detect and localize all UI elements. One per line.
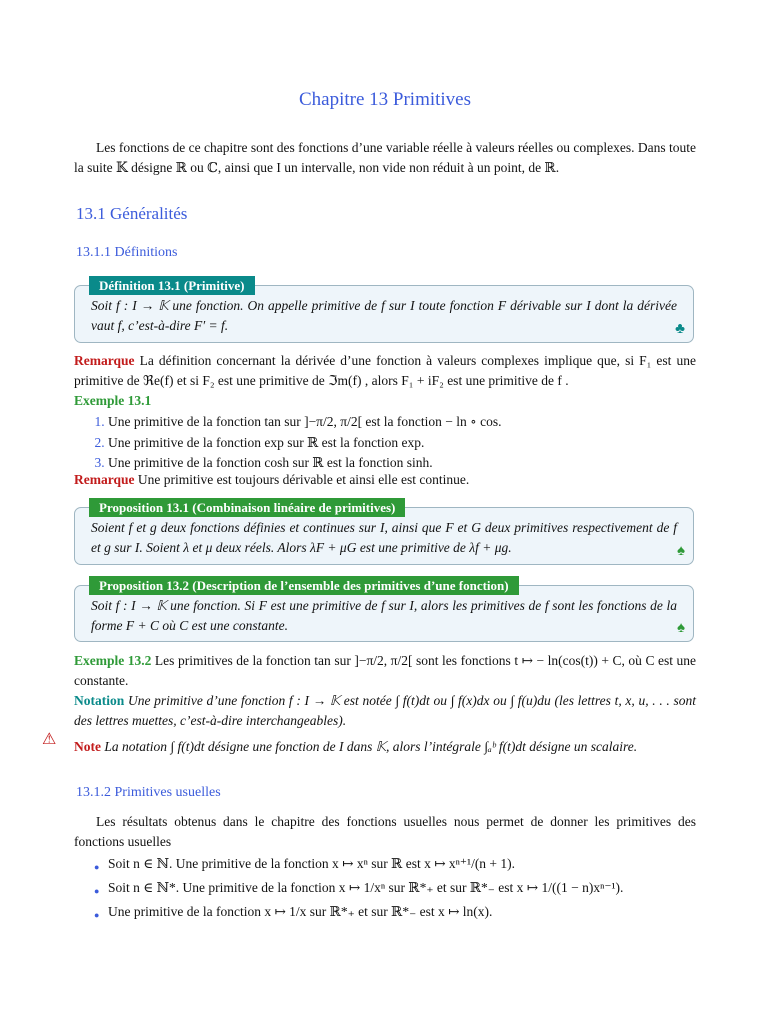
spade-icon: ♠: [677, 543, 685, 559]
remark-1-label: Remarque: [74, 353, 135, 368]
example-1-list: [74, 411, 696, 473]
remark-1-text: La définition concernant la dérivée d’une fonction à valeurs complexes implique que, si F₁ est une primitive de ℜe(f) et si F₂ est une primitive de ℑm(f) , alors F₁ + iF₂ est une primitive de f .: [74, 353, 696, 388]
list-item: 3. Une primitive de la fonction cosh sur ℝ est la fonction sinh.: [108, 453, 696, 473]
example-2-label: Exemple 13.2: [74, 653, 152, 668]
notation-label: Notation: [74, 693, 125, 708]
proposition-1-tag: Proposition 13.1 (Combinaison linéaire de primitives): [89, 498, 405, 517]
remark-1: [74, 351, 696, 391]
subsection-heading-definitions: 13.1.1 Définitions: [76, 245, 178, 260]
remark-2-label: Remarque: [74, 472, 135, 487]
notation: [74, 691, 696, 731]
list-item: ● Soit n ∈ ℕ*. Une primitive de la fonction x ↦ 1/xⁿ sur ℝ*₊ et sur ℝ*₋ est x ↦ 1/((1 − n)xⁿ⁻¹).: [108, 876, 696, 900]
club-icon: ♣: [675, 321, 685, 337]
proposition-2-tag: Proposition 13.2 (Description de l’ensemble des primitives d’une fonction): [89, 576, 519, 595]
list-item: ● Soit n ∈ ℕ. Une primitive de la fonction x ↦ xⁿ sur ℝ est x ↦ xⁿ⁺¹/(n + 1).: [108, 852, 696, 876]
remark-2-text: Une primitive est toujours dérivable et ainsi elle est continue.: [134, 472, 470, 487]
list-item: 1. Une primitive de la fonction tan sur ]−π/2, π/2[ est la fonction − ln ∘ cos.: [108, 411, 696, 433]
note: [74, 737, 696, 757]
spade-icon: ♠: [677, 620, 685, 636]
usual-intro: Les résultats obtenus dans le chapitre des fonctions usuelles nous permet de donner les primitives des fonctions usuelles: [74, 814, 696, 849]
section-heading: 13.1 Généralités: [76, 204, 188, 223]
warning-sign-icon: ⚠: [42, 731, 57, 748]
note-label: Note: [74, 739, 101, 754]
notation-text: Une primitive d’une fonction f : I → 𝕂 est notée ∫ f(t)dt ou ∫ f(x)dx ou ∫ f(u)du (les lettres t, x, u, . . . sont des lettres muettes, c’est-à-dire interchangeables).: [74, 693, 696, 728]
list-item: ● Une primitive de la fonction x ↦ 1/x sur ℝ*₊ et sur ℝ*₋ est x ↦ ln(x).: [108, 900, 696, 924]
example-2: [74, 651, 696, 691]
definition-tag: Définition 13.1 (Primitive): [89, 276, 255, 295]
example-1-label: Exemple 13.1: [74, 393, 152, 408]
proposition-2-body: Soit f : I → 𝕂 une fonction. Si F est une primitive de f sur I, alors les primitives de f sont les fonctions de la forme F + C où C est une constante.: [91, 598, 677, 633]
definition-body: Soit f : I → 𝕂 une fonction. On appelle primitive de f sur I toute fonction F dérivable sur I dont la dérivée vaut f, c’est-à-dire F′ = f.: [91, 298, 677, 333]
example-1: [74, 391, 696, 473]
proposition-1-box: [74, 500, 694, 565]
proposition-2-box: [74, 578, 694, 642]
note-text: La notation ∫ f(t)dt désigne une fonction de I dans 𝕂, alors l’intégrale ∫ₐᵇ f(t)dt désigne un scalaire.: [101, 739, 638, 754]
chapter-title: Chapitre 13 Primitives: [298, 89, 472, 110]
example-2-text: Les primitives de la fonction tan sur ]−π/2, π/2[ sont les fonctions t ↦ − ln(cos(t)) + C, où C est une constante.: [74, 653, 696, 688]
intro-paragraph: Les fonctions de ce chapitre sont des fonctions d’une variable réelle à valeurs réelles ou complexes. Dans toute la suite 𝕂 désigne ℝ ou ℂ, ainsi que I un intervalle, non vide non réduit à un point, de ℝ.: [74, 140, 696, 175]
usual-list: [74, 852, 696, 924]
proposition-1-body: Soient f et g deux fonctions définies et continues sur I, ainsi que F et G deux primitives respectivement de f et g sur I. Soient λ et μ deux réels. Alors λF + μG est une primitive de λf + μg.: [91, 520, 677, 555]
subsection-heading-usual: 13.1.2 Primitives usuelles: [76, 785, 221, 800]
list-item: 2. Une primitive de la fonction exp sur ℝ est la fonction exp.: [108, 433, 696, 453]
definition-box: [74, 278, 694, 343]
usual-primitives: [74, 852, 696, 924]
remark-2: [74, 470, 696, 490]
